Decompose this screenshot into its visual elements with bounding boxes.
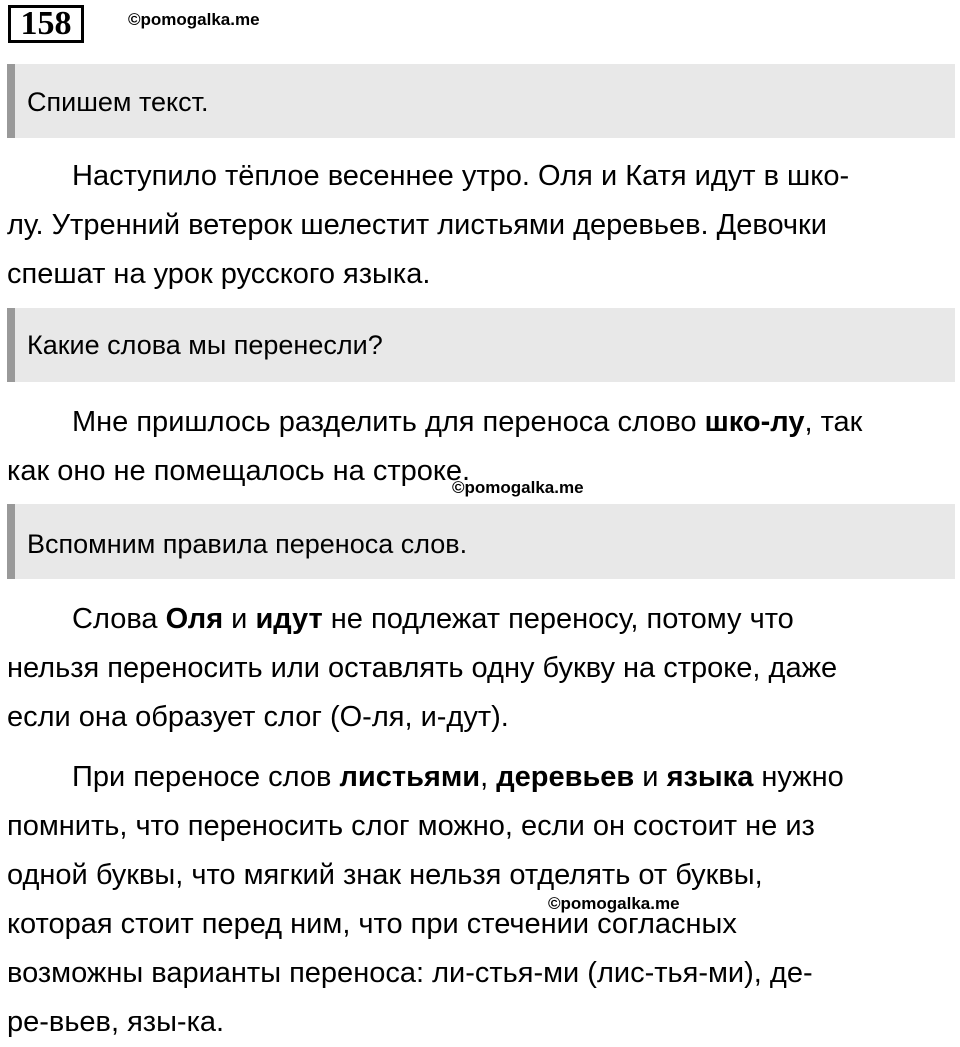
bold-word: языка	[666, 761, 754, 793]
text-line: лу. Утренний ветерок шелестит листьями деревьев. Девочки	[7, 209, 827, 241]
watermark: ©pomogalka.me	[128, 10, 260, 29]
text-line: одной буквы, что мягкий знак нельзя отделять от буквы,	[7, 859, 763, 891]
text-line: нельзя переносить или оставлять одну букву на строке, даже	[7, 652, 838, 684]
bold-word: листьями	[339, 761, 481, 793]
text-fragment: При переносе слов	[72, 761, 340, 793]
heading-text: Какие слова мы перенесли?	[27, 330, 383, 360]
text-line: возможны варианты переноса: ли-стья-ми (лис-тья-ми), де-	[7, 957, 813, 989]
section-heading-2	[7, 308, 955, 382]
heading-text: Спишем текст.	[27, 87, 209, 117]
text-line	[7, 753, 955, 802]
text-fragment: , так	[804, 406, 863, 438]
heading-text: Вспомним правила переноса слов.	[27, 529, 468, 559]
text-line: спешат на урок русского языка.	[7, 258, 431, 290]
text-fragment: и	[223, 603, 256, 635]
section-heading-3	[7, 504, 955, 579]
text-fragment: Слова	[72, 603, 166, 635]
text-line: помнить, что переносить слог можно, если он состоит не из	[7, 810, 815, 842]
paragraph-dictation	[7, 152, 955, 299]
watermark: ©pomogalka.me	[452, 478, 584, 497]
text-line: ре-вьев, язы-ка.	[7, 1006, 225, 1038]
watermark: ©pomogalka.me	[548, 894, 680, 913]
page-number: 158	[8, 5, 84, 43]
bold-word: Оля	[165, 603, 224, 635]
text-line	[7, 595, 955, 644]
bold-word: идут	[255, 603, 323, 635]
paragraph-rule-2	[7, 753, 955, 1047]
text-fragment: нужно	[753, 761, 844, 793]
text-line	[7, 398, 955, 447]
text-line: которая стоит перед ним, что при стечении согласных	[7, 908, 737, 940]
bold-word: шко-лу	[704, 406, 805, 438]
text-fragment: ,	[480, 761, 497, 793]
text-line: как оно не помещалось на строке.	[7, 455, 471, 487]
text-fragment: не подлежат переносу, потому что	[322, 603, 794, 635]
text-line: если она образует слог (О-ля, и-дут).	[7, 701, 509, 733]
paragraph-rule-1	[7, 595, 955, 742]
section-heading-1	[7, 64, 955, 138]
text-line: Наступило тёплое весеннее утро. Оля и Катя идут в шко-	[72, 160, 850, 192]
bold-word: деревьев	[496, 761, 635, 793]
text-fragment: Мне пришлось разделить для переноса слово	[72, 406, 705, 438]
text-fragment: и	[634, 761, 667, 793]
